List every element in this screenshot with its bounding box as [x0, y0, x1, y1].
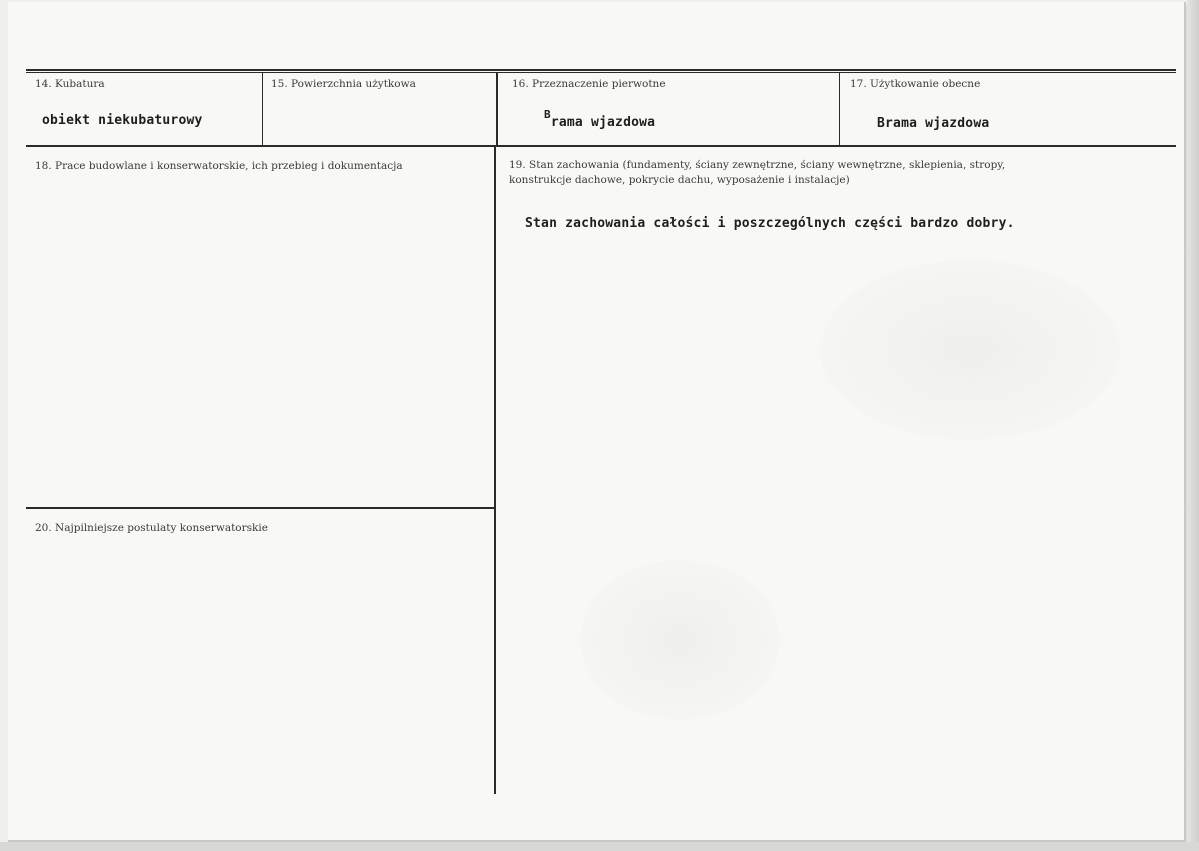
field-20-label: 20. Najpilniejsze postulaty konserwatorskie — [35, 522, 268, 534]
field-16-label: 16. Przeznaczenie pierwotne — [512, 78, 666, 90]
field-18-label: 18. Prace budowlane i konserwatorskie, ich przebieg i dokumentacja — [35, 160, 403, 172]
field-19-value: Stan zachowania całości i poszczególnych części bardzo dobry. — [525, 216, 1015, 231]
field-16-value-initial: B — [544, 108, 551, 121]
field-17-label: 17. Użytkowanie obecne — [850, 78, 981, 90]
field-16-value-rest: rama wjazdowa — [550, 115, 656, 130]
field-16-value — [544, 108, 656, 130]
divider-18-20 — [26, 507, 494, 509]
field-14-label: 14. Kubatura — [35, 78, 105, 90]
field-15-label: 15. Powierzchnia użytkowa — [271, 78, 416, 90]
scan-smudge — [820, 260, 1120, 440]
divider-main — [494, 146, 496, 794]
divider-15-16 — [496, 72, 498, 146]
field-19-label-line1: 19. Stan zachowania (fundamenty, ściany zewnętrzne, ściany wewnętrzne, sklepienia, stropy, — [509, 159, 1006, 171]
field-14-value: obiekt niekubaturowy — [42, 113, 203, 128]
divider-16-17 — [839, 72, 840, 146]
paper-bottom-edge — [0, 842, 1199, 851]
field-19-label-line2: konstrukcje dachowe, pokrycie dachu, wyposażenie i instalacje) — [509, 174, 850, 186]
paper-edge — [1187, 0, 1199, 851]
field-17-value: Brama wjazdowa — [877, 116, 990, 131]
scan-smudge — [580, 560, 780, 720]
row1-bottom-rule — [26, 145, 1176, 147]
top-rule — [26, 69, 1176, 71]
top-rule-thin — [26, 72, 1176, 73]
divider-14-15 — [262, 72, 263, 146]
